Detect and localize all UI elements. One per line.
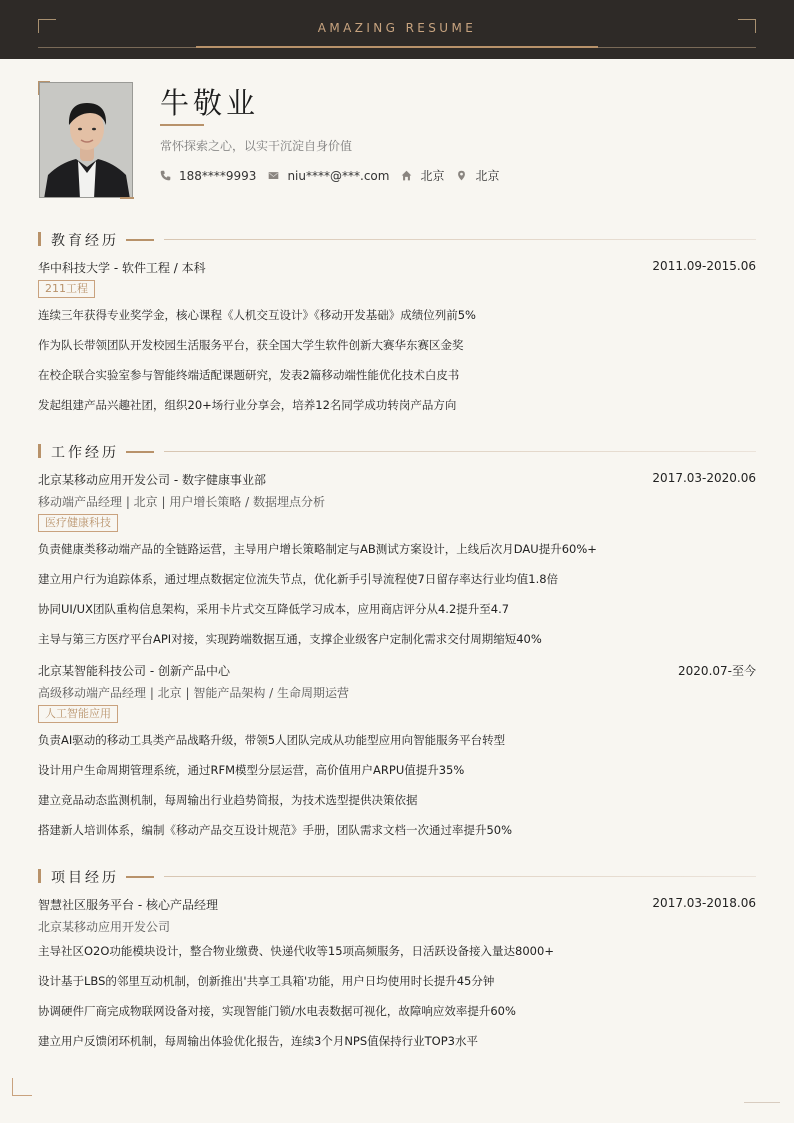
section-title: 工作经历 — [51, 445, 119, 461]
project-company: 北京某移动应用开发公司 — [38, 920, 171, 934]
work-company: 北京某移动应用开发公司 - 数字健康事业部 — [38, 473, 266, 487]
section-work-header — [38, 443, 756, 461]
email-address: niu****@***.com — [287, 168, 390, 183]
section-bar — [38, 869, 41, 883]
section-divider — [164, 876, 756, 877]
candidate-name: 牛敬业 — [160, 86, 260, 120]
section-education-header — [38, 231, 756, 249]
phone-number: 188****9993 — [179, 168, 257, 183]
header-divider-accent — [196, 46, 598, 48]
header-band — [0, 0, 794, 59]
work-tag: 医疗健康科技 — [38, 514, 118, 532]
work-date: 2017.03-2020.06 — [652, 471, 756, 485]
section-accent-line — [126, 239, 154, 241]
education-bullet: 在校企联合实验室参与智能终端适配课题研究，发表2篇移动端性能优化技术白皮书 — [38, 368, 460, 382]
work-bullet: 设计用户生命周期管理系统，通过RFM模型分层运营，高价值用户ARPU值提升35% — [38, 763, 465, 777]
work-bullet: 协同UI/UX团队重构信息架构，采用卡片式交互降低学习成本，应用商店评分从4.2提升至4.7 — [38, 602, 510, 616]
contact-location — [456, 167, 499, 184]
contact-email — [268, 169, 389, 183]
work-bullet: 负责健康类移动端产品的全链路运营，主导用户增长策略制定与AB测试方案设计，上线后次月DAU提升60%+ — [38, 542, 597, 556]
section-title: 项目经历 — [51, 870, 119, 886]
work-company: 北京某智能科技公司 - 创新产品中心 — [38, 664, 230, 678]
section-bar — [38, 444, 41, 458]
location-text: 北京 — [475, 169, 500, 183]
profile-photo — [39, 82, 133, 198]
education-tag: 211工程 — [38, 280, 95, 298]
work-tag: 人工智能应用 — [38, 705, 118, 723]
mail-icon — [268, 170, 279, 181]
banner-title: AMAZING RESUME — [317, 21, 477, 35]
section-projects-header — [38, 868, 756, 886]
contact-hometown — [401, 167, 444, 184]
profile-photo-frame — [38, 81, 134, 199]
work-role: 高级移动端产品经理 | 北京 | 智能产品架构 / 生命周期运营 — [38, 686, 350, 700]
work-bullet: 主导与第三方医疗平台API对接，实现跨端数据互通，支撑企业级客户定制化需求交付周期缩短40% — [38, 632, 542, 646]
education-bullet: 发起组建产品兴趣社团，组织20+场行业分享会，培养12名同学成功转岗产品方向 — [38, 398, 457, 412]
education-date: 2011.09-2015.06 — [652, 259, 756, 273]
contact-row — [160, 167, 511, 184]
contact-phone — [160, 169, 256, 183]
project-bullet: 设计基于LBS的邻里互动机制，创新推出'共享工具箱'功能，用户日均使用时长提升45分钟 — [38, 974, 495, 988]
work-bullet: 建立竞品动态监测机制，每周输出行业趋势简报，为技术选型提供决策依据 — [38, 793, 418, 807]
work-bullet: 建立用户行为追踪体系，通过埋点数据定位流失节点，优化新手引导流程使7日留存率达行业均值1.8倍 — [38, 572, 559, 586]
work-bullet: 负责AI驱动的移动工具类产品战略升级，带领5人团队完成从功能型应用向智能服务平台转型 — [38, 733, 506, 747]
section-bar — [38, 232, 41, 246]
section-title: 教育经历 — [51, 233, 119, 249]
location-pin-icon — [456, 170, 467, 181]
section-accent-line — [126, 451, 154, 453]
project-date: 2017.03-2018.06 — [652, 896, 756, 910]
work-role: 移动端产品经理 | 北京 | 用户增长策略 / 数据埋点分析 — [38, 495, 326, 509]
section-accent-line — [126, 876, 154, 878]
phone-icon — [160, 170, 171, 181]
education-bullet: 作为队长带领团队开发校园生活服务平台，获全国大学生软件创新大赛华东赛区金奖 — [38, 338, 464, 352]
candidate-motto: 常怀探索之心，以实干沉淀自身价值 — [160, 139, 353, 153]
education-school: 华中科技大学 - 软件工程 / 本科 — [38, 261, 206, 275]
home-icon — [401, 170, 412, 181]
work-date: 2020.07-至今 — [678, 664, 756, 678]
section-divider — [164, 451, 756, 452]
project-bullet: 主导社区O2O功能模块设计，整合物业缴费、快递代收等15项高频服务，日活跃设备接入量达8000+ — [38, 944, 554, 958]
project-title: 智慧社区服务平台 - 核心产品经理 — [38, 898, 218, 912]
name-underline — [160, 124, 204, 126]
photo-corner-accent-bottom — [120, 197, 134, 199]
footer-corner-ornament — [12, 1078, 32, 1096]
project-bullet: 建立用户反馈闭环机制，每周输出体验优化报告，连续3个月NPS值保持行业TOP3水平 — [38, 1034, 478, 1048]
work-bullet: 搭建新人培训体系，编制《移动产品交互设计规范》手册，团队需求文档一次通过率提升50% — [38, 823, 513, 837]
person-portrait-icon — [40, 83, 133, 198]
section-divider — [164, 239, 756, 240]
education-bullet: 连续三年获得专业奖学金，核心课程《人机交互设计》《移动开发基础》成绩位列前5% — [38, 308, 476, 322]
footer-line-ornament — [744, 1102, 780, 1103]
project-bullet: 协调硬件厂商完成物联网设备对接，实现智能门锁/水电表数据可视化，故障响应效率提升60% — [38, 1004, 516, 1018]
hometown-text: 北京 — [420, 169, 445, 183]
